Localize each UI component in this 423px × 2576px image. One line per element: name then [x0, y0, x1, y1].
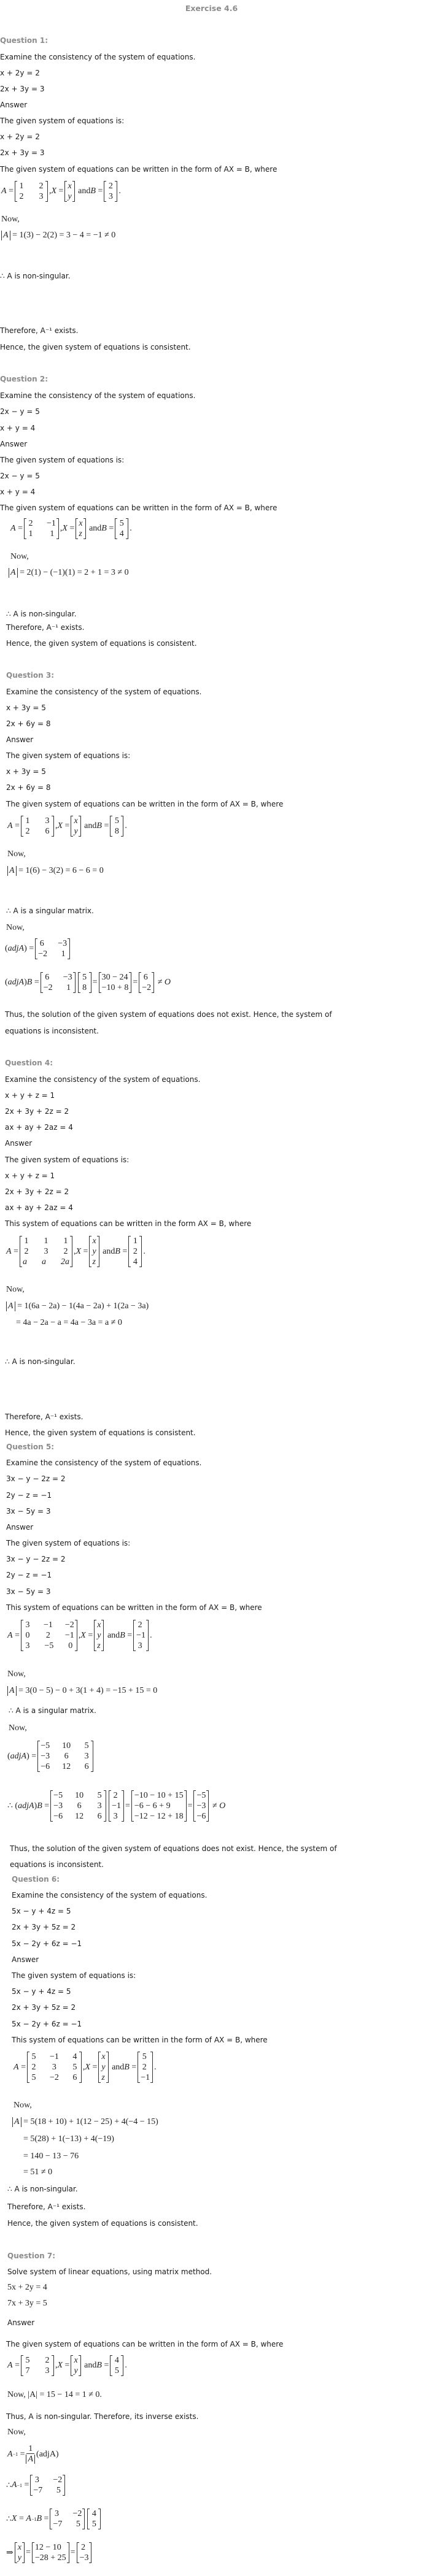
equation: 5x + 2y = 4: [7, 2283, 47, 2292]
matrix-form-text: This system of equations can be written in the form of AX = B, where: [6, 1603, 262, 1612]
matrix-form-text: The given system of equations can be written in the form of AX = B, where: [6, 800, 284, 808]
matrix-form-text: This system of equations can be written in the form AX = B, where: [5, 1219, 252, 1228]
matrix-form-text: This system of equations can be written in the form of AX = B, where: [12, 2036, 268, 2044]
now-label: Now,: [6, 1285, 25, 1294]
inverse-formula: A −1 = $\frac{1}{A}$ (adjA): [7, 2444, 59, 2464]
adjoint-times-b: ∴ ( adjA ) B = −5 10 5 −3 6 3 −6 12 6 2 −1 3 = −10 − 10 + 15 −6 − 6 + 9 −12 − 12 + 18 = −5 −3 −6 ≠ O: [7, 1791, 226, 1821]
determinant-step: = 51 ≠ 0: [23, 2168, 53, 2177]
answer-label: Answer: [6, 735, 34, 744]
matrix-definitions: A = 5 2 7 3 , X = x y and B = 4 5 .: [7, 2356, 127, 2375]
determinant: A = 2(1) − (−1)(1) = 2 + 1 = 3 ≠ 0: [9, 568, 129, 578]
question-3-prompt: Examine the consistency of the system of equations.: [6, 688, 202, 696]
equation: 5x − y + 4z = 5: [12, 1987, 71, 1996]
inconsistent-text: Thus, the solution of the given system of equations does not exist. Hence, the system of: [5, 1010, 332, 1019]
inverse-exists-text: Therefore, A⁻¹ exists.: [7, 2202, 86, 2211]
matrix-a: 1 2 2 3: [15, 181, 48, 202]
equation: 3x − y − 2z = 2: [6, 1555, 66, 1563]
equation: 2x − y = 5: [0, 407, 40, 416]
given-system-text: The given system of equations is:: [0, 456, 125, 464]
now-label: Now,: [1, 215, 20, 224]
equation: 7x + 3y = 5: [7, 2299, 47, 2308]
matrix-definitions: A = 1 2 2 3 , X = x y and B = 2 3 .: [1, 182, 121, 201]
matrix-definitions: A = 1 1 1 2 3 2 a a 2a , X = x y z and B = 1 2 4 .: [6, 1236, 146, 1267]
conclusion-text: Hence, the given system of equations is consistent.: [6, 639, 197, 648]
matrix-definitions: A = 2 −1 1 1 , X = x z and B = 5 4 .: [10, 519, 132, 539]
now-label: Now,: [7, 1669, 26, 1679]
adjoint-matrix: ( adjA ) = 6 −3 −2 1: [5, 938, 71, 959]
question-1-prompt: Examine the consistency of the system of equations.: [0, 53, 196, 61]
equation: 3x − 5y = 3: [6, 1587, 51, 1596]
question-3-heading: Question 3:: [6, 671, 54, 680]
equation: 2x + 6y = 8: [6, 783, 51, 792]
conclusion-text: Hence, the given system of equations is consistent.: [7, 2219, 198, 2228]
matrix-form-text: The given system of equations can be written in the form of AX = B, where: [0, 165, 277, 174]
now-label: Now,: [10, 552, 29, 561]
matrix-b: 2 3: [104, 181, 117, 202]
conclusion-text: Hence, the given system of equations is consistent.: [0, 343, 191, 351]
equation: x + y + z = 1: [5, 1091, 55, 1100]
inverse-exists-text: Therefore, A⁻¹ exists.: [6, 623, 85, 632]
now-label: Now,: [7, 2428, 26, 2437]
question-5-prompt: Examine the consistency of the system of equations.: [6, 1459, 202, 1467]
question-7-prompt: Solve system of linear equations, using matrix method.: [7, 2267, 212, 2276]
matrix-x: x y: [64, 181, 74, 202]
matrix-form-text: The given system of equations can be written in the form of AX = B, where: [6, 2340, 284, 2348]
inconsistent-text: equations is inconsistent.: [5, 1027, 99, 1035]
determinant: A = 1(3) − 2(2) = 3 − 4 = −1 ≠ 0: [1, 231, 115, 240]
equation: x + 2y = 2: [0, 132, 40, 141]
inconsistent-text: equations is inconsistent.: [10, 1860, 104, 1869]
answer-label: Answer: [0, 101, 28, 109]
equation: 2x + 3y + 2z = 2: [5, 1107, 69, 1116]
determinant-step: = 140 − 13 − 76: [23, 2152, 79, 2161]
equation: 2x + 3y = 3: [0, 85, 45, 93]
inconsistent-text: Thus, the solution of the given system of equations does not exist. Hence, the system of: [10, 1844, 337, 1853]
singular-text: ∴ A is a singular matrix.: [6, 907, 94, 915]
given-system-text: The given system of equations is:: [6, 751, 131, 760]
now-label: Now,: [9, 1723, 27, 1733]
adjoint-matrix: ( adjA ) = −5 10 5 −3 6 3 −6 12 6: [7, 1741, 95, 1772]
solution-product: ∴ X = A −1 B = 3 −2 −7 5 4 5: [6, 2509, 102, 2529]
adjoint-times-b: ( adjA ) B = 6 −3 −2 1 5 8 = 30 − 24 −10 + 8 = 6 −2 ≠ O: [5, 973, 171, 992]
determinant: A = 1(6) − 3(2) = 6 − 6 = 0: [7, 866, 104, 876]
determinant: Now, |A| = 15 − 14 = 1 ≠ 0.: [7, 2390, 102, 2399]
equation: 2x + 3y + 5z = 2: [12, 2003, 76, 2012]
inverse-matrix: ∴ A −1 = 3 −2 −7 5: [6, 2475, 66, 2496]
equation: 2y − z = −1: [6, 1571, 52, 1579]
non-singular-text: ∴ A is non-singular.: [6, 610, 77, 618]
determinant-step: = 5(28) + 1(−13) + 4(−19): [23, 2134, 114, 2144]
answer-label: Answer: [12, 1955, 39, 1964]
answer-label: Answer: [5, 1139, 33, 1148]
equation: x + 3y = 5: [6, 767, 46, 776]
question-2-heading: Question 2:: [0, 375, 48, 383]
equation: 5x − 2y + 6z = −1: [12, 2020, 82, 2028]
equation: ax + ay + 2az = 4: [5, 1203, 73, 1212]
equation: 3x − 5y = 3: [6, 1507, 51, 1516]
equation: 5x − y + 4z = 5: [12, 1907, 71, 1915]
non-singular-text: Thus, A is non-singular. Therefore, its inverse exists.: [6, 2412, 199, 2421]
question-4-prompt: Examine the consistency of the system of equations.: [5, 1075, 201, 1084]
inverse-exists-text: Therefore, A⁻¹ exists.: [5, 1413, 83, 1421]
non-singular-text: ∴ A is non-singular.: [0, 272, 71, 280]
equation: 2y − z = −1: [6, 1491, 52, 1500]
now-label: Now,: [14, 2101, 32, 2110]
answer-label: Answer: [7, 2318, 35, 2327]
singular-text: ∴ A is a singular matrix.: [9, 1706, 96, 1715]
now-label: Now,: [6, 923, 25, 932]
equation: ax + ay + 2az = 4: [5, 1123, 73, 1132]
answer-label: Answer: [0, 440, 28, 448]
inverse-exists-text: Therefore, A⁻¹ exists.: [0, 326, 79, 335]
equation: 2x − y = 5: [0, 472, 40, 480]
matrix-definitions: A = 3 −1 −2 0 2 −1 3 −5 0 , X = x y z and B = 2 −1 3 .: [7, 1620, 152, 1650]
determinant: A = 5(18 + 10) + 1(12 − 25) + 4(−4 − 15): [12, 2117, 158, 2127]
determinant: A = 1(6a − 2a) − 1(4a − 2a) + 1(2a − 3a): [6, 1301, 149, 1311]
question-4-heading: Question 4:: [5, 1059, 53, 1067]
matrix-definitions: A = 1 3 2 6 , X = x y and B = 5 8 .: [7, 816, 127, 836]
given-system-text: The given system of equations is:: [0, 117, 125, 125]
given-system-text: The given system of equations is:: [6, 1539, 131, 1547]
equation: x + y = 4: [0, 488, 36, 496]
question-5-heading: Question 5:: [6, 1443, 54, 1451]
given-system-text: The given system of equations is:: [5, 1156, 130, 1164]
equation: 2x + 6y = 8: [6, 719, 51, 728]
equation: 2x + 3y + 5z = 2: [12, 1923, 76, 1931]
equation: 5x − 2y + 6z = −1: [12, 1939, 82, 1948]
non-singular-text: ∴ A is non-singular.: [5, 1357, 76, 1366]
question-7-heading: Question 7:: [7, 2252, 55, 2260]
matrix-definitions: A = 5 −1 4 2 3 5 5 −2 6 , X = x y z and B = 5 2 −1 .: [14, 2052, 157, 2082]
non-singular-text: ∴ A is non-singular.: [7, 2185, 78, 2193]
question-1-heading: Question 1:: [0, 36, 48, 45]
answer-label: Answer: [6, 1523, 34, 1531]
determinant-step: = 4a − 2a − a = 4a − 3a = a ≠ 0: [16, 1318, 122, 1327]
solution-result: ⇒ x y = 12 − 10 −28 + 25 = 2 −3: [6, 2542, 93, 2563]
now-label: Now,: [7, 849, 26, 859]
equation: x + y = 4: [0, 424, 36, 432]
question-6-prompt: Examine the consistency of the system of equations.: [12, 1891, 208, 1899]
equation: x + y + z = 1: [5, 1171, 55, 1180]
equation: 3x − y − 2z = 2: [6, 1474, 66, 1483]
page-title: Exercise 4.6: [185, 4, 238, 13]
question-2-prompt: Examine the consistency of the system of equations.: [0, 391, 196, 400]
matrix-form-text: The given system of equations can be written in the form of AX = B, where: [0, 504, 277, 512]
given-system-text: The given system of equations is:: [12, 1971, 136, 1980]
conclusion-text: Hence, the given system of equations is consistent.: [5, 1428, 196, 1437]
determinant: A = 3(0 − 5) − 0 + 3(1 + 4) = −15 + 15 = 0: [7, 1686, 157, 1696]
equation: x + 3y = 5: [6, 703, 46, 712]
equation: 2x + 3y + 2z = 2: [5, 1187, 69, 1196]
equation: 2x + 3y = 3: [0, 148, 45, 157]
question-6-heading: Question 6:: [12, 1875, 60, 1884]
equation: x + 2y = 2: [0, 69, 40, 77]
